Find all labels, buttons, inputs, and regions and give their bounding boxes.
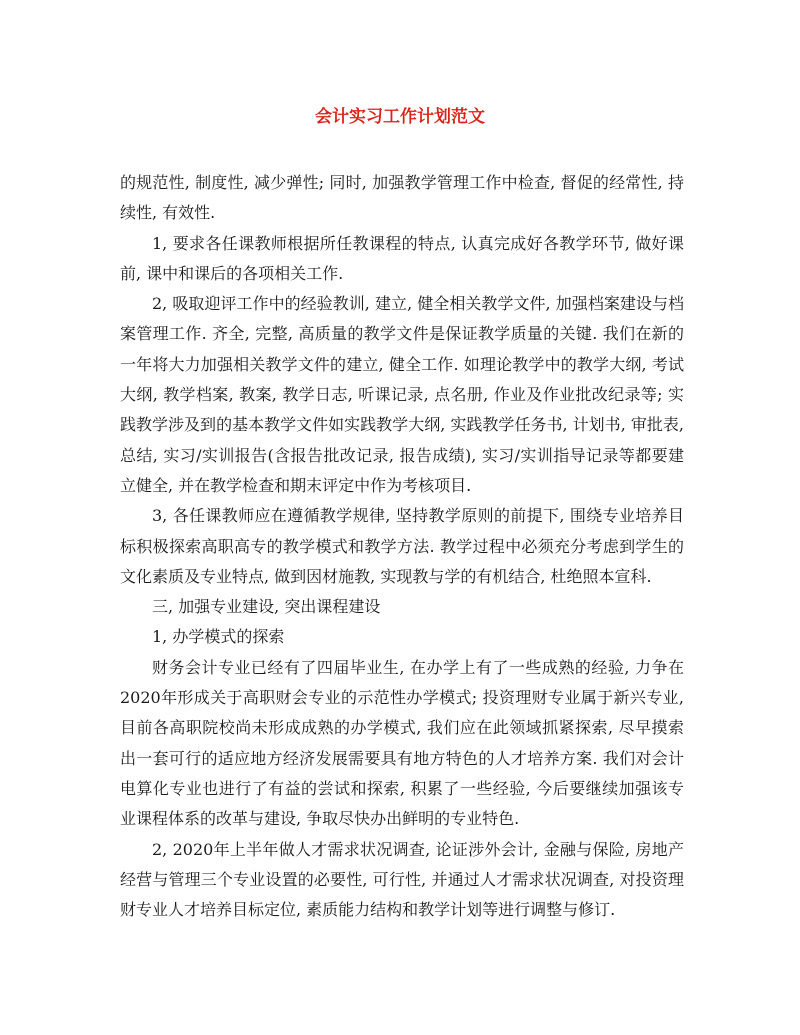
paragraph: 1, 要求各任课教师根据所任教课程的特点, 认真完成好各教学环节, 做好课前, 课中和课后的各项相关工作. — [120, 233, 684, 283]
document-title: 会计实习工作计划范文 — [315, 107, 485, 127]
document-body — [120, 168, 684, 925]
paragraph: 3, 各任课教师应在遵循教学规律, 坚持教学原则的前提下, 围绕专业培养目标积极探索高职高专的教学模式和教学方法. 教学过程中必须充分考虑到学生的文化素质及专业特点, 做到因材施教, 实现教与学的有机结合, 杜绝照本宣科. — [120, 506, 684, 586]
paragraph: 财务会计专业已经有了四届毕业生, 在办学上有了一些成熟的经验, 力争在2020年形成关于高职财会专业的示范性办学模式; 投资理财专业属于新兴专业, 目前各高职院校尚未形成成熟的办学模式, 我们应在此领域抓紧探索, 尽早摸索出一套可行的适应地方经济发展需要具有地方特色的人才培养方案. 我们对会计电算化专业也进行了有益的尝试和探索, 积累了一些经验, 今后要继续加强该专业课程体系的改革与建设, 争取尽快办出鲜明的专业特色. — [120, 657, 684, 829]
paragraph: 的规范性, 制度性, 减少弹性; 同时, 加强教学管理工作中检查, 督促的经常性, 持续性, 有效性. — [120, 173, 684, 223]
section-heading: 三, 加强专业建设, 突出课程建设 — [152, 597, 381, 617]
paragraph: 2, 吸取迎评工作中的经验教训, 建立, 健全相关教学文件, 加强档案建设与档案管理工作. 齐全, 完整, 高质量的教学文件是保证教学质量的关键. 我们在新的一年将大力加强相关教学文件的建立, 健全工作. 如理论教学中的教学大纲, 考试大纲, 教学档案, 教案, 教学日志, 听课记录, 点名册, 作业及作业批改纪录等; 实践教学涉及到的基本教学文件如实践教学大纲, 实践教学任务书, 计划书, 审批表, 总结, 实习/实训报告(含报告批改记录, 报告成绩), 实习/实训指导记录等都要建立健全, 并在教学检查和期末评定中作为考核项目. — [120, 294, 684, 495]
subsection-heading: 1, 办学模式的探索 — [152, 627, 285, 647]
paragraph: 2, 2020年上半年做人才需求状况调查, 论证涉外会计, 金融与保险, 房地产经营与管理三个专业设置的必要性, 可行性, 并通过人才需求状况调查, 对投资理财专业人才培养目标定位, 素质能力结构和教学计划等进行调整与修订. — [120, 839, 684, 920]
